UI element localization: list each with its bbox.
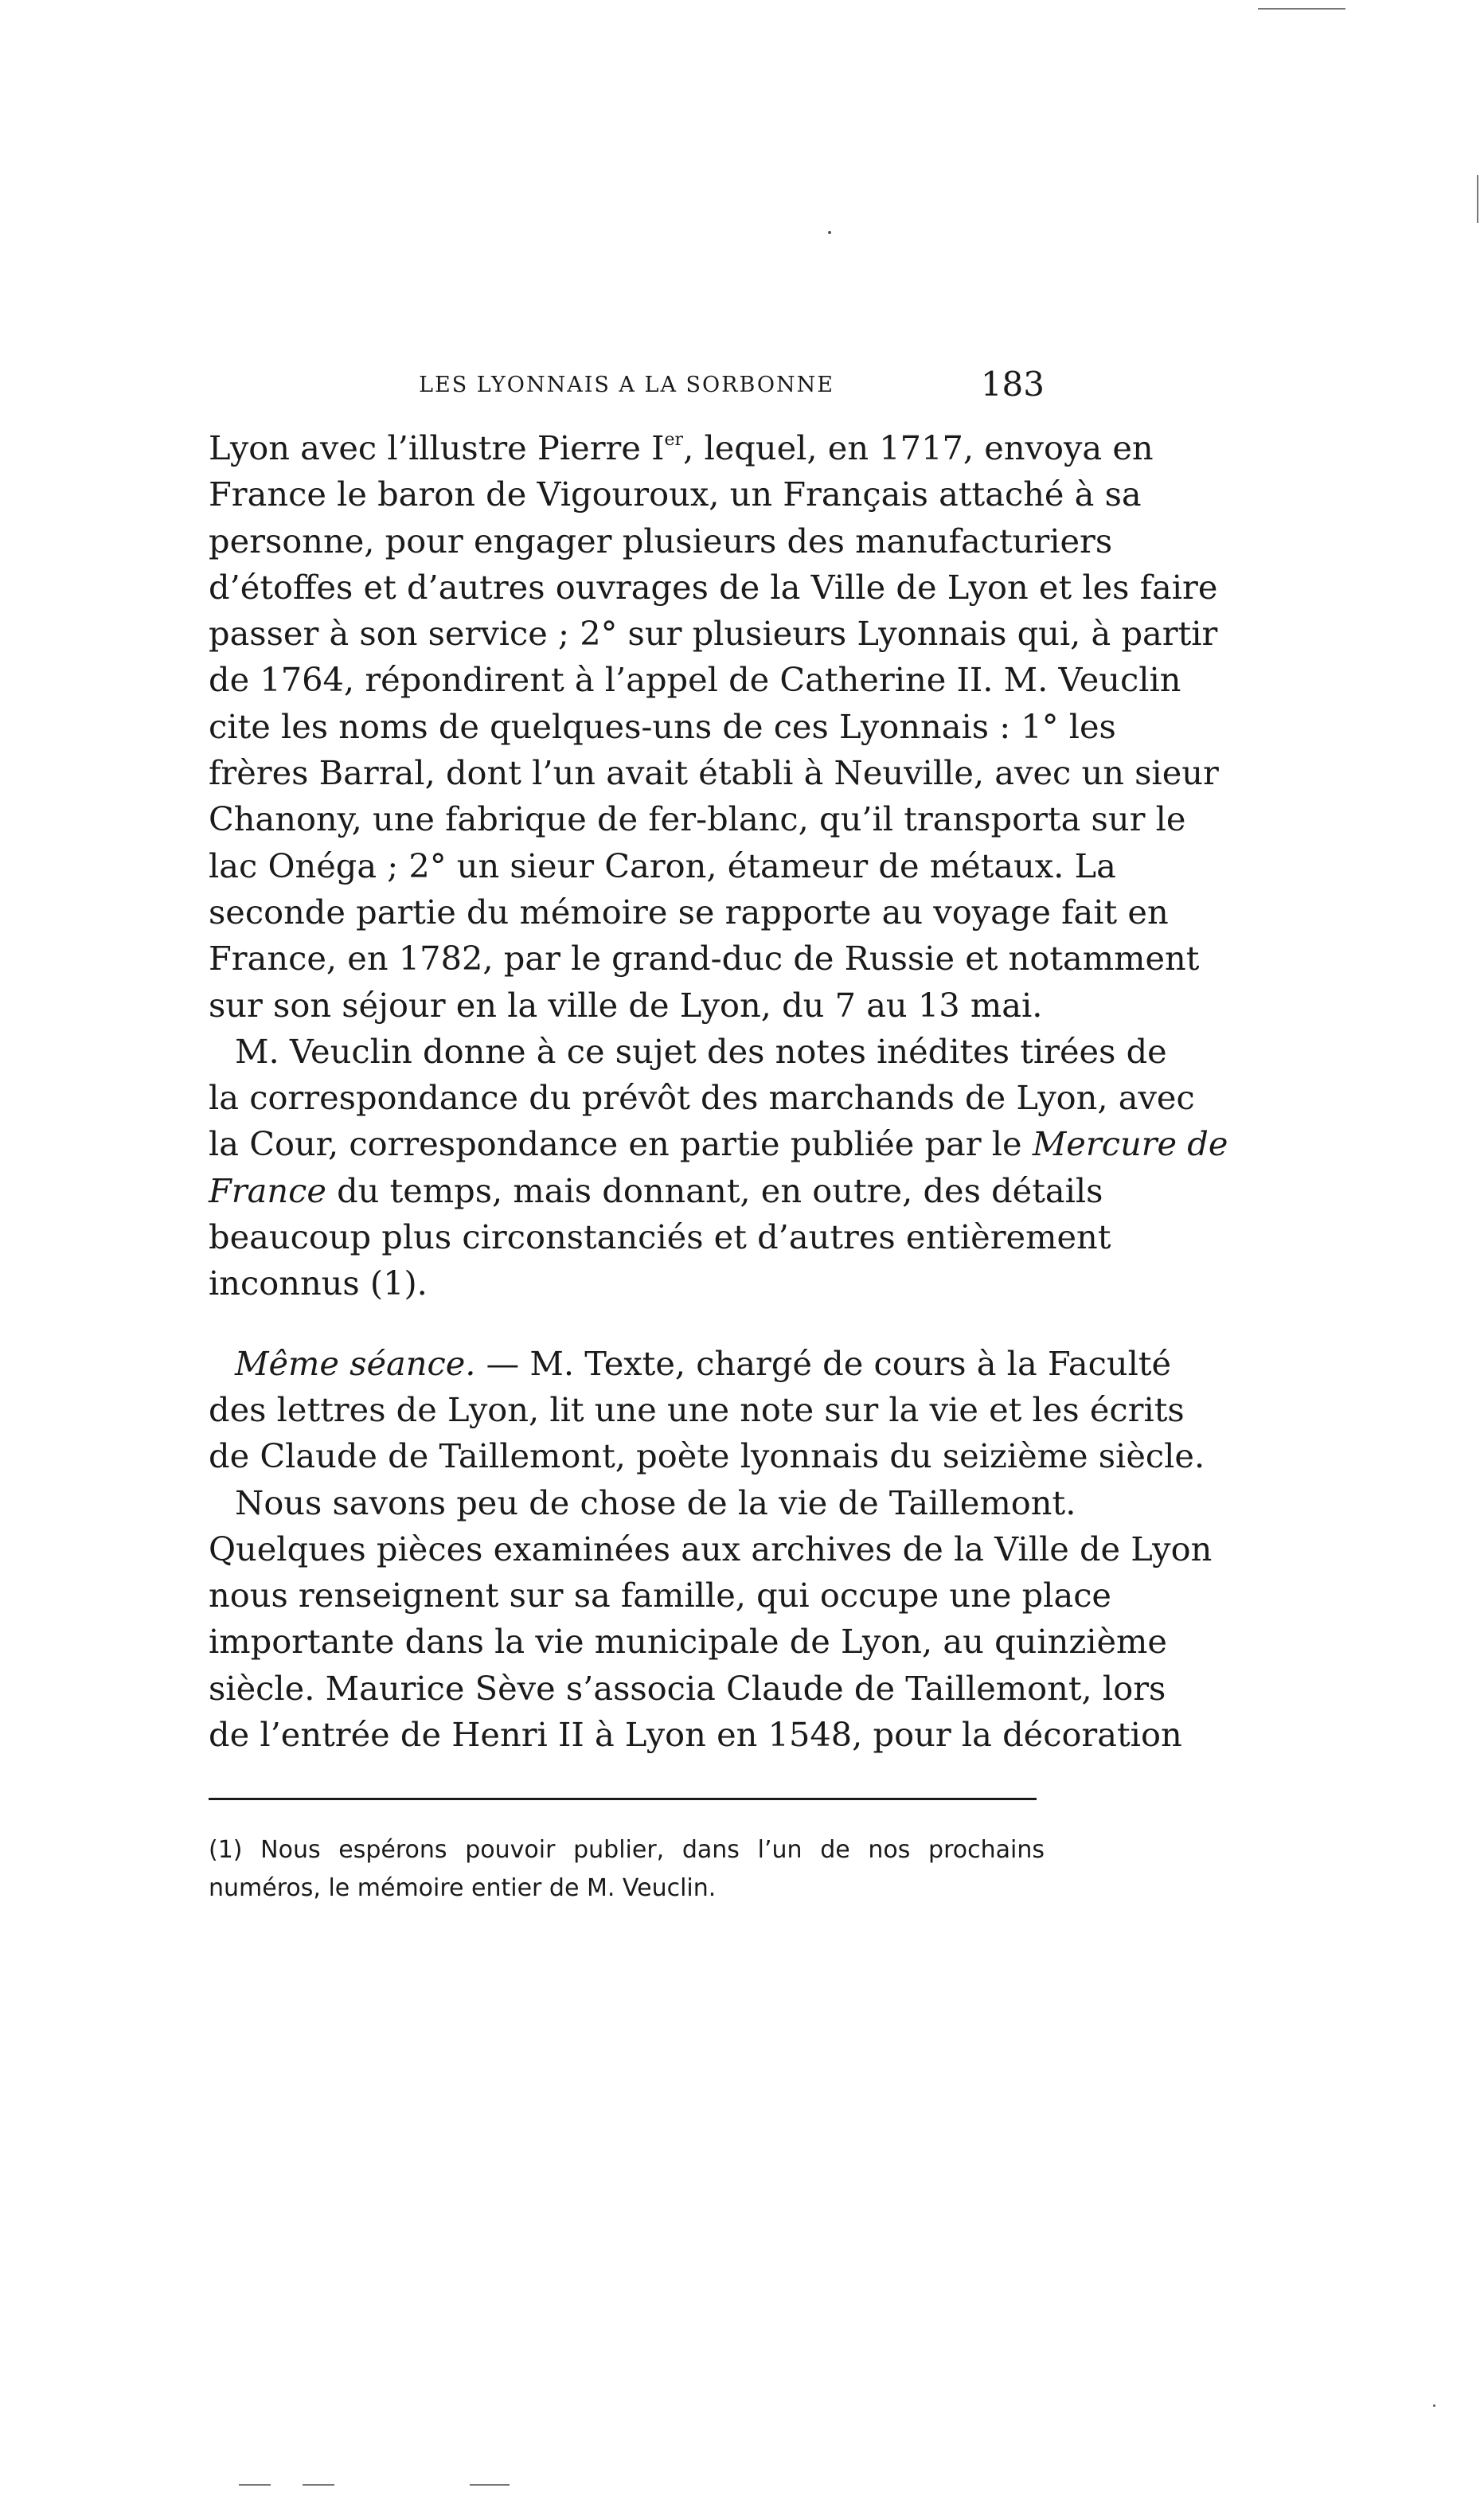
italic-title: Mercure de bbox=[1032, 1124, 1228, 1164]
section-gap bbox=[209, 1307, 1045, 1341]
footnote-rule bbox=[209, 1798, 1037, 1800]
text-line: Quelques pièces examinées aux archives de la Ville de Lyon bbox=[209, 1529, 1213, 1568]
text-line: de 1764, répondirent à l’appel de Catherine II. M. Veuclin bbox=[209, 660, 1181, 700]
footnote bbox=[209, 1831, 1045, 1908]
page-number: 183 bbox=[980, 365, 1045, 404]
scan-mark bbox=[1258, 8, 1345, 10]
text-line: inconnus (1). bbox=[209, 1264, 428, 1303]
text-line: passer à son service ; 2° sur plusieurs Lyonnais qui, à partir bbox=[209, 614, 1218, 654]
text-line: Nous savons peu de chose de la vie de Taillemont. bbox=[235, 1482, 1076, 1522]
footnote-line: numéros, le mémoire entier de M. Veuclin. bbox=[209, 1874, 717, 1902]
text-line: lac Onéga ; 2° un sieur Caron, étameur de métaux. La bbox=[209, 846, 1116, 885]
paragraph bbox=[209, 425, 1219, 1029]
text-line: sur son séjour en la ville de Lyon, du 7 au 13 mai. bbox=[209, 985, 1043, 1025]
paragraph bbox=[209, 1341, 1205, 1480]
text-line: France du temps, mais donnant, en outre, des détails bbox=[209, 1170, 1103, 1210]
scan-mark bbox=[239, 2484, 271, 2486]
text-line: M. Veuclin donne à ce sujet des notes inédites tirées de bbox=[235, 1031, 1167, 1071]
text-line: des lettres de Lyon, lit une une note sur la vie et les écrits bbox=[209, 1389, 1185, 1429]
scan-speck bbox=[1433, 2404, 1435, 2407]
text-line: beaucoup plus circonstanciés et d’autres entièrement bbox=[209, 1217, 1111, 1257]
text-line: de l’entrée de Henri II à Lyon en 1548, pour la décoration bbox=[209, 1715, 1182, 1755]
text-line: personne, pour engager plusieurs des manufacturiers bbox=[209, 521, 1113, 561]
text-line: Lyon avec l’illustre Pierre Ier, lequel, en 1717, envoya en bbox=[209, 428, 1154, 467]
text-line: Même séance. — M. Texte, chargé de cours à la Faculté bbox=[235, 1343, 1172, 1383]
running-head bbox=[209, 365, 1045, 412]
paragraph bbox=[209, 1480, 1213, 1759]
text-line: la Cour, correspondance en partie publiée par le Mercure de bbox=[209, 1124, 1228, 1164]
text-line: nous renseignent sur sa famille, qui occupe une place bbox=[209, 1576, 1111, 1615]
text-line: d’étoffes et d’autres ouvrages de la Ville de Lyon et les faire bbox=[209, 567, 1218, 607]
text-line: frères Barral, dont l’un avait établi à Neuville, avec un sieur bbox=[209, 753, 1219, 793]
text-line: France, en 1782, par le grand-duc de Russie et notamment bbox=[209, 939, 1200, 979]
scan-speck bbox=[828, 231, 831, 234]
text-line: cite les noms de quelques-uns de ces Lyonnais : 1° les bbox=[209, 706, 1116, 746]
footnote-line: (1) Nous espérons pouvoir publier, dans l’un de nos prochains bbox=[209, 1836, 1045, 1864]
text-line: importante dans la vie municipale de Lyon, au quinzième bbox=[209, 1622, 1167, 1662]
text-line: Chanony, une fabrique de fer-blanc, qu’il transporta sur le bbox=[209, 799, 1186, 839]
body-text bbox=[209, 425, 1228, 1758]
scan-mark bbox=[470, 2484, 510, 2486]
text-line: seconde partie du mémoire se rapporte au voyage fait en bbox=[209, 892, 1169, 932]
text-line: France le baron de Vigouroux, un Français attaché à sa bbox=[209, 475, 1142, 514]
paragraph bbox=[209, 1029, 1228, 1307]
italic-title: France bbox=[209, 1170, 326, 1210]
text-line: de Claude de Taillemont, poète lyonnais du seizième siècle. bbox=[209, 1436, 1205, 1476]
scan-mark bbox=[1477, 175, 1478, 223]
text-line: la correspondance du prévôt des marchands de Lyon, avec bbox=[209, 1078, 1195, 1118]
scan-mark bbox=[303, 2484, 334, 2486]
section-heading: Même séance. bbox=[235, 1343, 476, 1383]
superscript: er bbox=[664, 430, 684, 450]
text-line: siècle. Maurice Sève s’associa Claude de Taillemont, lors bbox=[209, 1668, 1166, 1708]
running-title: LES LYONNAIS A LA SORBONNE bbox=[419, 373, 834, 397]
